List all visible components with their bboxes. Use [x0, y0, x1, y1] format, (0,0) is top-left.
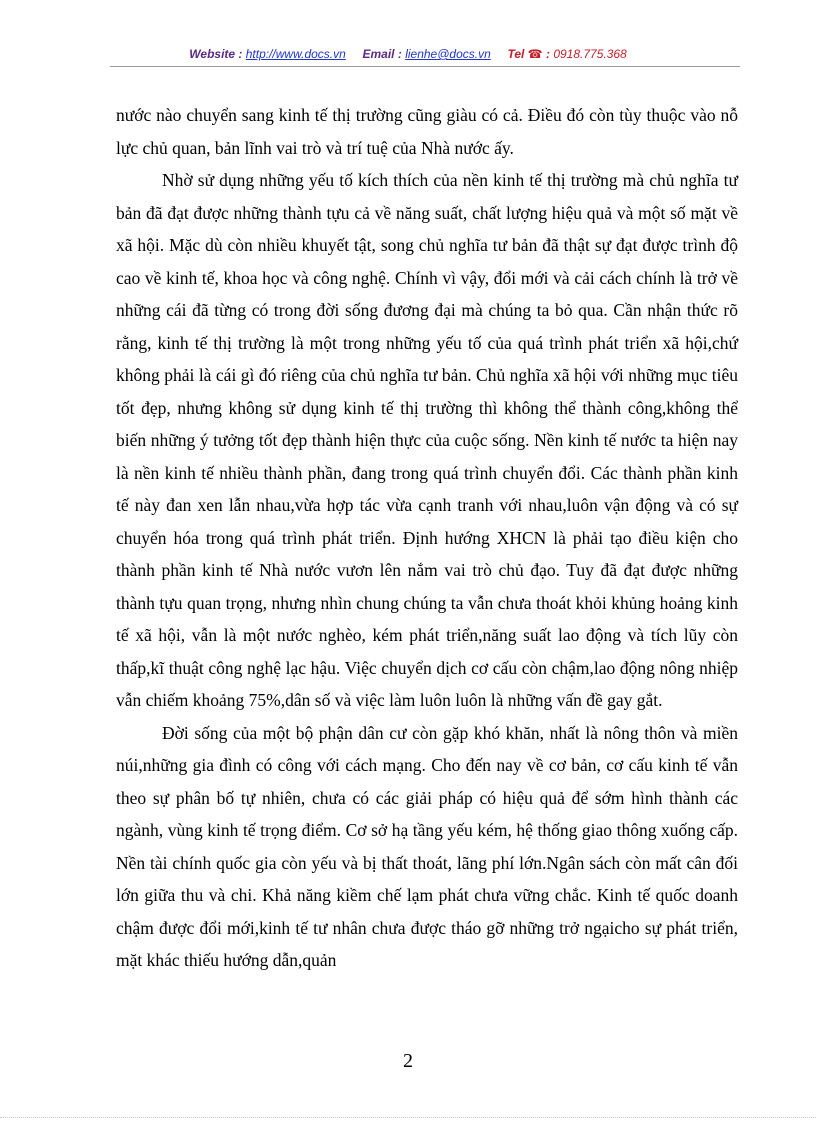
header-divider [110, 66, 740, 67]
document-body [116, 99, 738, 977]
tel-label: Tel ☎ : [507, 47, 550, 61]
email-label: Email : [362, 47, 402, 61]
page-number: 2 [403, 1050, 413, 1072]
website-link[interactable]: http://www.docs.vn [245, 47, 346, 61]
tel-number: 0918.775.368 [553, 47, 627, 61]
paragraph: Đời sống của một bộ phận dân cư còn gặp khó khăn, nhất là nông thôn và miền núi,những gia đình có công với cách mạng. Cho đến nay về cơ bản, cơ cấu kinh tế vẫn theo sự phân bố tự nhiên, chưa có các giải pháp có hiệu quả để sớm hình thành các ngành, vùng kinh tế trọng điểm. Cơ sở hạ tầng yếu kém, hệ thống giao thông xuống cấp. Nền tài chính quốc gia còn yếu và bị thất thoát, lãng phí lớn.Ngân sách còn mất cân đối lớn giữa thu và chi. Khả năng kiềm chế lạm phát chưa vững chắc. Kinh tế quốc doanh chậm được đổi mới,kinh tế tư nhân chưa được tháo gỡ những trở ngạicho sự phát triển, mặt khác thiếu hướng dẫn,quản [116, 722, 738, 970]
page-header [0, 47, 816, 61]
email-link[interactable]: lienhe@docs.vn [405, 47, 491, 61]
website-label: Website : [189, 47, 243, 61]
paragraph: Nhờ sử dụng những yếu tố kích thích của nền kinh tế thị trường mà chủ nghĩa tư bản đã đạt được những thành tựu cả về năng suất, chất lượng hiệu quả và một số mặt về xã hội. Mặc dù còn nhiều khuyết tật, song chủ nghĩa tư bản đã thật sự đạt được trình độ cao về kinh tế, khoa học và công nghệ. Chính vì vậy, đổi mới và cải cách chính là trở về những cái đã từng có trong đời sống đương đại mà chúng ta bỏ qua. Cần nhận thức rõ rằng, kinh tế thị trường là một trong những yếu tố của quá trình phát triển xã hội,chứ không phải là cái gì đó riêng của chủ nghĩa tư bản. Chủ nghĩa xã hội với những mục tiêu tốt đẹp, nhưng không sử dụng kinh tế thị trường thì không thể thành công,không thể biến những ý tưởng tốt đẹp thành hiện thực của cuộc sống. Nền kinh tế nước ta hiện nay là nền kinh tế nhiều thành phần, đang trong quá trình chuyển đổi. Các thành phần kinh tế này đan xen lẫn nhau,vừa hợp tác vừa cạnh tranh với nhau,luôn vận động và có sự chuyển hóa trong quá trình phát triển. Định hướng XHCN là phải tạo điều kiện cho thành phần kinh tế Nhà nước vươn lên nắm vai trò chủ đạo. Tuy đã đạt được những thành tựu quan trọng, nhưng nhìn chung chúng ta vẫn chưa thoát khỏi khủng hoảng kinh tế xã hội, vẫn là một nước nghèo, kém phát triển,năng suất lao động và tích lũy còn thấp,kĩ thuật công nghệ lạc hậu. Việc chuyển dịch cơ cấu còn chậm,lao động nông nhiệp vẫn chiếm khoảng 75%,dân số và việc làm luôn luôn là những vấn đề gay gắt. [116, 170, 738, 710]
paragraph-continued: nước nào chuyển sang kinh tế thị trường cũng giàu có cả. Điều đó còn tùy thuộc vào nỗ lực chủ quan, bản lĩnh vai trò và trí tuệ của Nhà nước ấy. [116, 105, 738, 158]
page-bottom-border [0, 1117, 816, 1118]
